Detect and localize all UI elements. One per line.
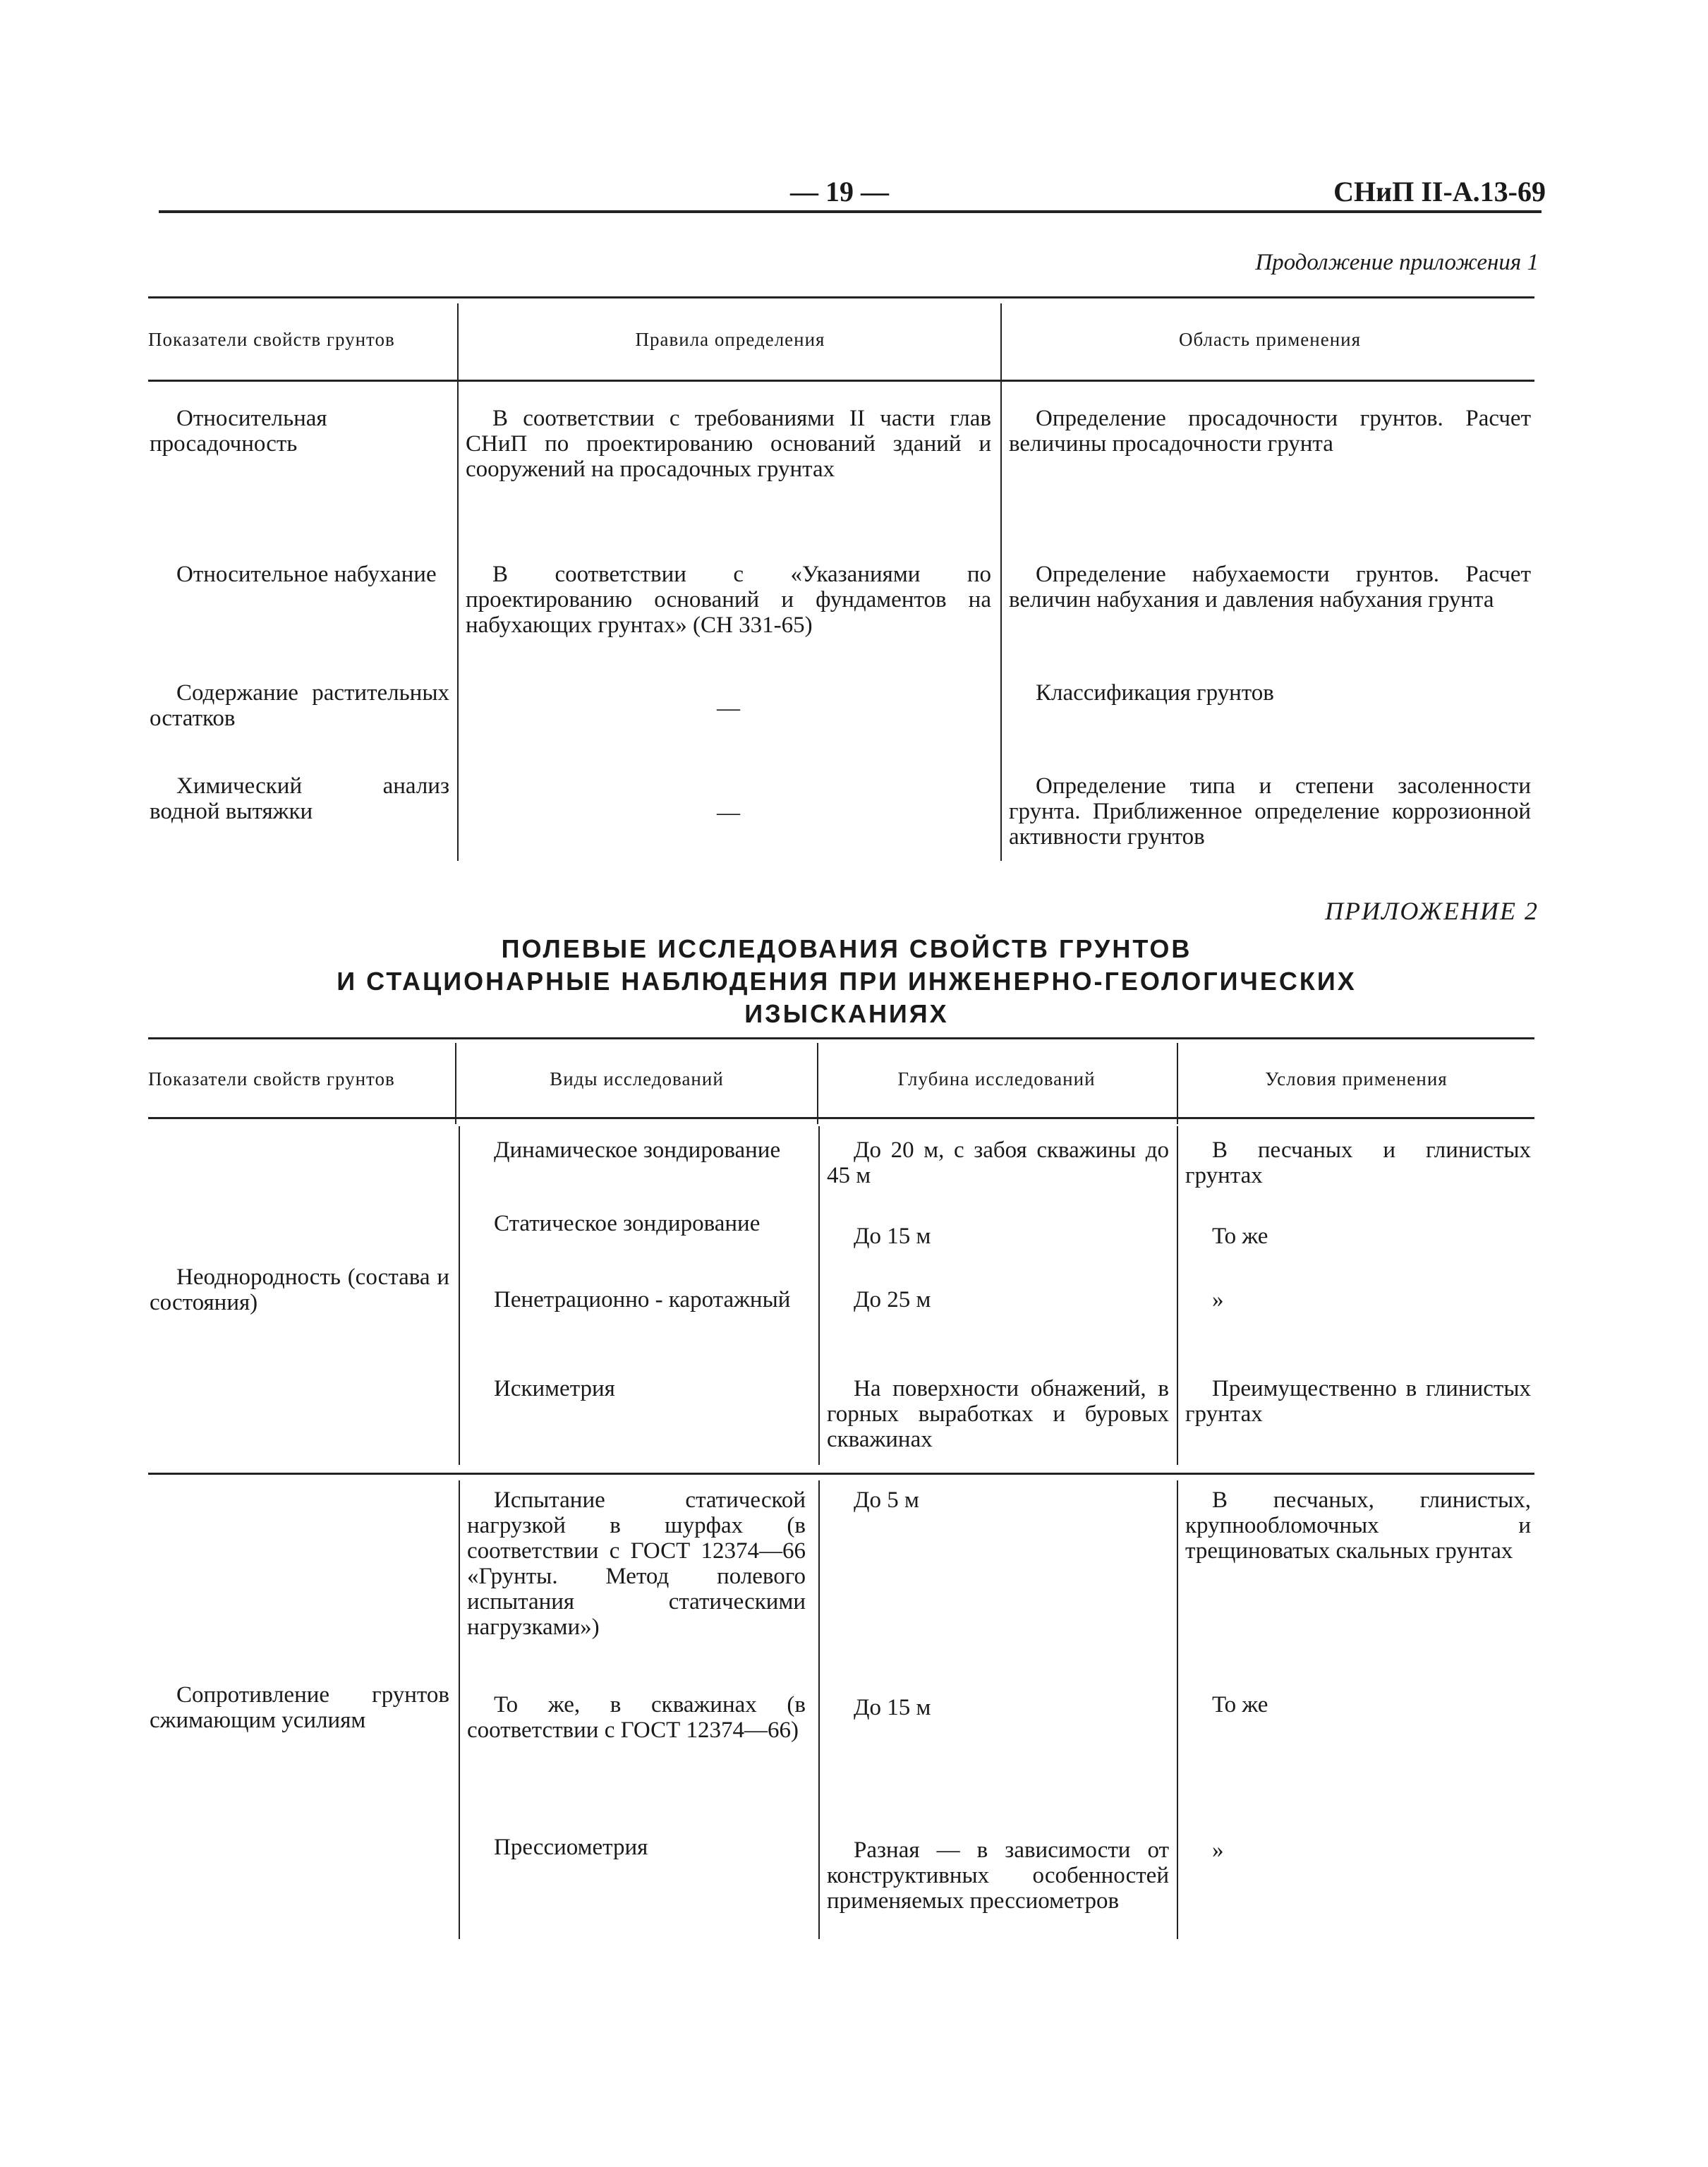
- appendix-title-line-2: И СТАЦИОНАРНЫЕ НАБЛЮДЕНИЯ ПРИ ИНЖЕНЕРНО-ГЕОЛОГИЧЕСКИХ: [337, 967, 1357, 996]
- table2-divider-3: [1177, 1126, 1178, 1465]
- table2-divider-2: [818, 1126, 820, 1465]
- table1-cell-dash: —: [717, 800, 740, 826]
- table2-cell: Прессиометрия: [494, 1835, 648, 1860]
- appendix-title-line-1: ПОЛЕВЫЕ ИССЛЕДОВАНИЯ СВОЙСТВ ГРУНТОВ: [501, 934, 1192, 963]
- table2-header-conditions: Условия применения: [1265, 1068, 1448, 1089]
- table2-cell: То же: [1212, 1692, 1268, 1718]
- table1-cell: В соответствии с «Указаниями по проектированию оснований и фундаментов на набухающих грунтах» (СН 331-65): [466, 562, 991, 638]
- table2-cell: В песчаных и глинистых грунтах: [1185, 1137, 1531, 1188]
- table2-indicator: Неоднородность (состава и состояния): [150, 1264, 449, 1315]
- table2-cell: До 20 м, с забоя скважины до 45 м: [827, 1137, 1169, 1188]
- table2-cell: »: [1212, 1837, 1224, 1863]
- table2-cell: То же, в скважинах (в соответствии с ГОСТ 12374—66): [467, 1692, 806, 1743]
- table1-header-scope: Область применения: [1178, 329, 1362, 350]
- table2-divider-3: [1177, 1480, 1178, 1939]
- table1-cell: Определение просадочности грунтов. Расчет величины просадочности грунта: [1009, 406, 1531, 457]
- table2-cell: До 5 м: [854, 1487, 919, 1513]
- continuation-label: Продолжение приложения 1: [1255, 250, 1539, 275]
- table2-header-type: Виды исследований: [550, 1068, 724, 1089]
- appendix-title: [282, 933, 1411, 1030]
- table2-divider-2: [817, 1043, 818, 1124]
- table2-cell: До 25 м: [854, 1287, 931, 1312]
- document-code: СНиП II-А.13-69: [1333, 176, 1546, 207]
- table2-header-depth: Глубина исследований: [897, 1068, 1096, 1089]
- table2-indicator: Сопротивление грунтов сжимающим усилиям: [150, 1682, 449, 1733]
- table1-cell: Относительная просадочность: [150, 406, 327, 457]
- table1-cell-dash: —: [717, 696, 740, 721]
- table1-top-rule: [148, 296, 1534, 298]
- table1-divider-1: [457, 303, 459, 861]
- table2-cell: То же: [1212, 1224, 1268, 1249]
- table2-cell: До 15 м: [854, 1695, 931, 1720]
- table1-cell: В соответствии с требованиями II части глав СНиП по проектированию оснований зданий и сооружений на просадочных грунтах: [466, 406, 991, 482]
- table1-cell: Классификация грунтов: [1036, 680, 1274, 706]
- table2-cell: Искиметрия: [494, 1376, 615, 1401]
- table2-cell: В песчаных, глинистых, крупнообломочных и трещиноватых скальных грунтах: [1185, 1487, 1531, 1564]
- table1-header-rules: Правила определения: [635, 329, 825, 350]
- table1-header-indicator: Показатели свойств грунтов: [148, 329, 395, 350]
- table2-cell: До 15 м: [854, 1224, 931, 1249]
- table1-cell: Определение типа и степени засоленности грунта. Приближенное определение коррозионной активности грунтов: [1009, 773, 1531, 850]
- table2-header-rule: [148, 1117, 1534, 1119]
- table2-cell: На поверхности обнажений, в горных выработках и буровых скважинах: [827, 1376, 1169, 1452]
- page-number: — 19 —: [790, 176, 889, 207]
- table2-divider-3: [1177, 1043, 1178, 1124]
- table1-divider-2: [1000, 303, 1002, 861]
- table1-cell: Содержание растительных остатков: [150, 680, 449, 731]
- table2-divider-2: [818, 1480, 820, 1939]
- table1-header-rule: [148, 380, 1534, 382]
- table2-cell: Испытание статической нагрузкой в шурфах (в соответствии с ГОСТ 12374—66 «Грунты. Метод полевого испытания статическими нагрузками»): [467, 1487, 806, 1640]
- table2-cell: »: [1212, 1287, 1224, 1312]
- table2-divider-1: [459, 1126, 460, 1465]
- table1-cell: Относительное набухание: [176, 562, 437, 587]
- table2-top-rule: [148, 1037, 1534, 1039]
- table2-divider-1: [459, 1480, 460, 1939]
- table2-cell: Статическое зондирование: [494, 1211, 761, 1236]
- table2-cell: Динамическое зондирование: [494, 1137, 781, 1163]
- table1-cell: Определение набухаемости грунтов. Расчет величин набухания и давления набухания грунта: [1009, 562, 1531, 612]
- table2-divider-1: [455, 1043, 456, 1124]
- appendix-title-line-3: ИЗЫСКАНИЯХ: [744, 999, 949, 1028]
- table2-cell: Разная — в зависимости от конструктивных особенностей применяемых прессиометров: [827, 1837, 1169, 1914]
- header-rule: [159, 210, 1542, 213]
- appendix-label: ПРИЛОЖЕНИЕ 2: [1325, 897, 1539, 925]
- table2-cell: Преимущественно в глинистых грунтах: [1185, 1376, 1531, 1427]
- table1-cell: Химический анализ водной вытяжки: [150, 773, 449, 824]
- table2-group-rule: [148, 1473, 1534, 1475]
- table2-cell: Пенетрационно - каротажный: [494, 1287, 791, 1312]
- table2-header-indicator: Показатели свойств грунтов: [148, 1068, 395, 1089]
